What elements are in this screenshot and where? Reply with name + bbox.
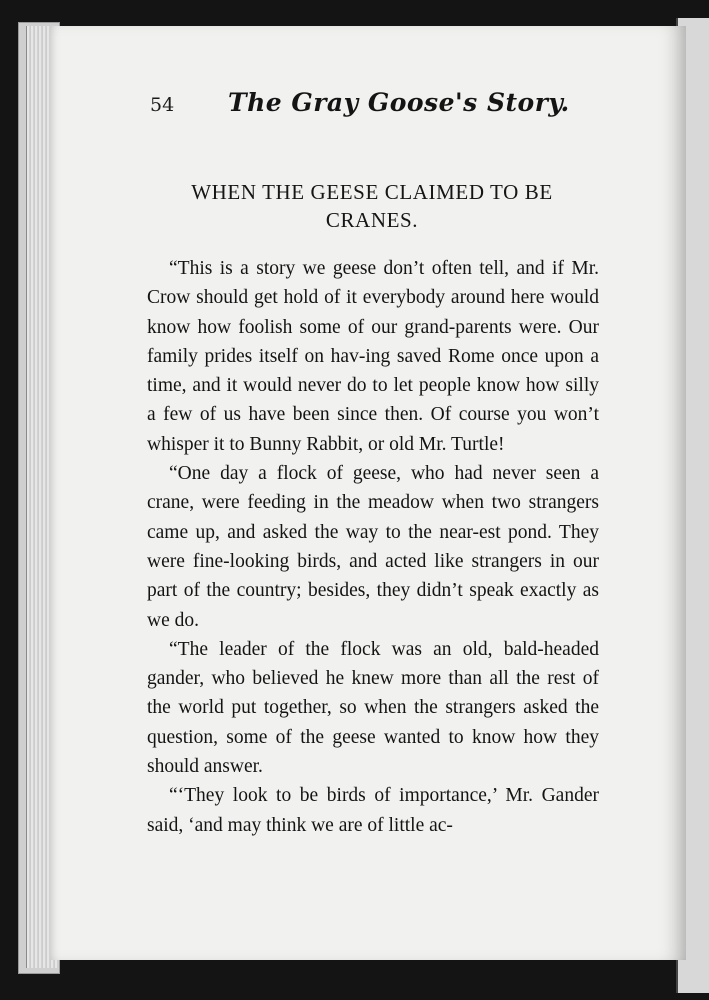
book-page bbox=[50, 26, 686, 960]
paragraph: “One day a flock of geese, who had never seen a crane, were feeding in the meadow when two strangers came up, and asked the way to the near-est pond. They were fine-looking birds, and acted like strangers in our part of the country; besides, they didn’t speak exactly as we do. bbox=[147, 463, 599, 631]
page-number: 54 bbox=[150, 94, 175, 116]
running-head bbox=[50, 90, 686, 126]
paragraph: “‘They look to be birds of importance,’ Mr. Gander said, ‘and may think we are of little ac- bbox=[147, 785, 599, 836]
chapter-title: WHEN THE GEESE CLAIMED TO BE CRANES. bbox=[191, 180, 553, 232]
paragraph: “This is a story we geese don’t often tell, and if Mr. Crow should get hold of it everybody around here would know how foolish some of our grand-parents were. Our family prides itself on hav-ing saved Rome once upon a time, and it would never do to let people know how silly a few of us have been since then. Of course you won’t whisper it to Bunny Rabbit, or old Mr. Turtle! bbox=[147, 258, 599, 455]
body-text bbox=[147, 254, 599, 840]
running-title: The Gray Goose's Story. bbox=[228, 88, 570, 117]
paragraph: “The leader of the flock was an old, bald-headed gander, who believed he knew more than all the rest of the world put together, so when the strangers asked the question, some of the geese wanted to know how they should answer. bbox=[147, 638, 599, 778]
